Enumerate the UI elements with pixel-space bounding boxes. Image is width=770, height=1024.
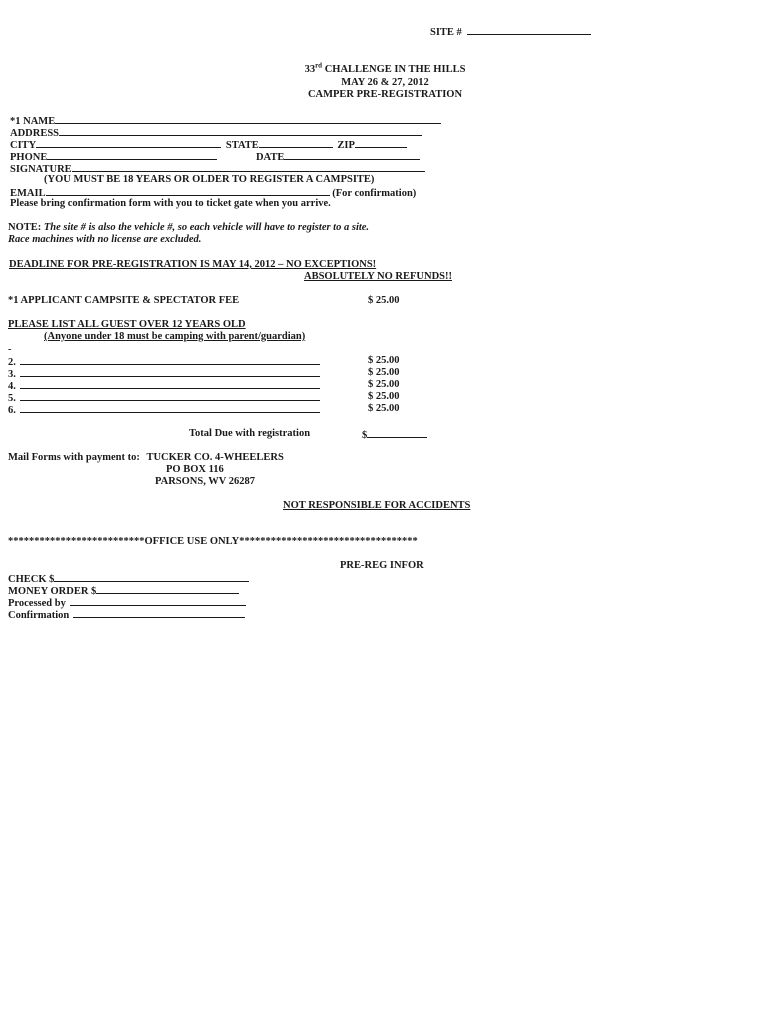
- processed-by-label: Processed by: [8, 598, 66, 609]
- event-number-suffix: rd: [315, 61, 323, 70]
- applicant-fee-label: *1 APPLICANT CAMPSITE & SPECTATOR FEE: [8, 295, 240, 306]
- office-stars-right: **********************************: [239, 536, 418, 547]
- date-field[interactable]: [284, 150, 420, 160]
- event-title: [0, 61, 770, 76]
- site-number-field: [430, 25, 591, 39]
- note-line-1: The site # is also the vehicle #, so each vehicle will have to register to a site.: [43, 222, 370, 233]
- guest-marker: -: [8, 344, 12, 355]
- disclaimer: NOT RESPONSIBLE FOR ACCIDENTS: [283, 500, 471, 511]
- event-number: 33: [304, 64, 316, 75]
- email-label: EMAIL: [10, 188, 46, 199]
- processed-by-field[interactable]: [70, 596, 246, 606]
- total-due-label: Total Due with registration: [189, 428, 311, 439]
- total-due-row: [362, 428, 427, 442]
- signature-field[interactable]: [72, 162, 425, 172]
- name-field[interactable]: [55, 114, 441, 124]
- event-name: CHALLENGE IN THE HILLS: [324, 64, 466, 75]
- confirmation-field[interactable]: [73, 608, 245, 618]
- age-notice: (YOU MUST BE 18 YEARS OR OLDER TO REGISTER A CAMPSITE): [44, 174, 375, 185]
- mail-city: PARSONS, WV 26287: [155, 476, 256, 487]
- mail-po-box: PO BOX 116: [166, 464, 224, 475]
- state-label: STATE: [225, 140, 259, 151]
- zip-field[interactable]: [355, 138, 407, 148]
- guest-list-subheading: (Anyone under 18 must be camping with parent/guardian): [44, 331, 306, 342]
- address-label: ADDRESS: [10, 128, 60, 139]
- check-label: CHECK $: [8, 574, 55, 585]
- name-label: *1 NAME: [10, 116, 56, 127]
- deadline-notice: DEADLINE FOR PRE-REGISTRATION IS MAY 14, 2012 – NO EXCEPTIONS!: [9, 259, 377, 270]
- no-refunds-notice: ABSOLUTELY NO REFUNDS!!: [304, 271, 452, 282]
- guest-row-number: 3.: [8, 369, 16, 380]
- confirmation-label: Confirmation: [8, 610, 70, 621]
- guest-fee-amount: $ 25.00: [368, 391, 400, 402]
- email-field[interactable]: [46, 186, 330, 196]
- guest-fee-amount: $ 25.00: [368, 379, 400, 390]
- money-order-label: MONEY ORDER $: [8, 586, 97, 597]
- guest-row-number: 4.: [8, 381, 16, 392]
- guest-row-number: 6.: [8, 405, 16, 416]
- mail-to-row: [8, 452, 284, 464]
- office-use-label: OFFICE USE ONLY: [144, 536, 240, 547]
- applicant-fee-amount: $ 25.00: [368, 295, 400, 306]
- signature-label: SIGNATURE: [10, 164, 72, 175]
- form-subtitle: CAMPER PRE-REGISTRATION: [307, 89, 463, 100]
- zip-label: ZIP: [337, 140, 355, 151]
- guest-name-field[interactable]: [20, 403, 320, 413]
- email-note: (For confirmation): [332, 188, 417, 199]
- guest-row-number: 5.: [8, 393, 16, 404]
- guest-name-field[interactable]: [20, 391, 320, 401]
- date-label: DATE: [255, 152, 285, 163]
- guest-row-number: 2.: [8, 357, 16, 368]
- guest-row: [8, 403, 320, 417]
- office-stars-left: **************************: [8, 536, 145, 547]
- event-dates: MAY 26 & 27, 2012: [341, 77, 429, 88]
- prereg-info-label: PRE-REG INFOR: [340, 560, 424, 571]
- site-number-line[interactable]: [467, 25, 591, 35]
- city-field[interactable]: [36, 138, 221, 148]
- address-field[interactable]: [59, 126, 422, 136]
- office-use-banner: [8, 536, 418, 548]
- state-field[interactable]: [259, 138, 333, 148]
- guest-fee-amount: $ 25.00: [368, 403, 400, 414]
- total-due-field[interactable]: [367, 428, 427, 438]
- money-order-field[interactable]: [96, 584, 239, 594]
- check-field[interactable]: [54, 572, 249, 582]
- site-label: SITE #: [430, 27, 462, 38]
- mail-label: Mail Forms with payment to:: [8, 452, 140, 463]
- phone-label: PHONE: [10, 152, 48, 163]
- bring-confirmation-note: Please bring confirmation form with you to ticket gate when you arrive.: [10, 198, 331, 209]
- vehicle-note: [8, 222, 369, 234]
- guest-list-heading: PLEASE LIST ALL GUEST OVER 12 YEARS OLD: [8, 319, 246, 330]
- city-label: CITY: [10, 140, 37, 151]
- guest-fee-amount: $ 25.00: [368, 367, 400, 378]
- note-line-2: Race machines with no license are excluded.: [8, 234, 202, 245]
- guest-name-field[interactable]: [20, 379, 320, 389]
- note-label: NOTE:: [8, 222, 42, 233]
- guest-fee-amount: $ 25.00: [368, 355, 400, 366]
- confirmation-row: [8, 608, 245, 622]
- guest-name-field[interactable]: [20, 355, 320, 365]
- guest-name-field[interactable]: [20, 367, 320, 377]
- phone-field[interactable]: [47, 150, 217, 160]
- total-currency: $: [362, 430, 368, 441]
- mail-org: TUCKER CO. 4-WHEELERS: [146, 452, 284, 463]
